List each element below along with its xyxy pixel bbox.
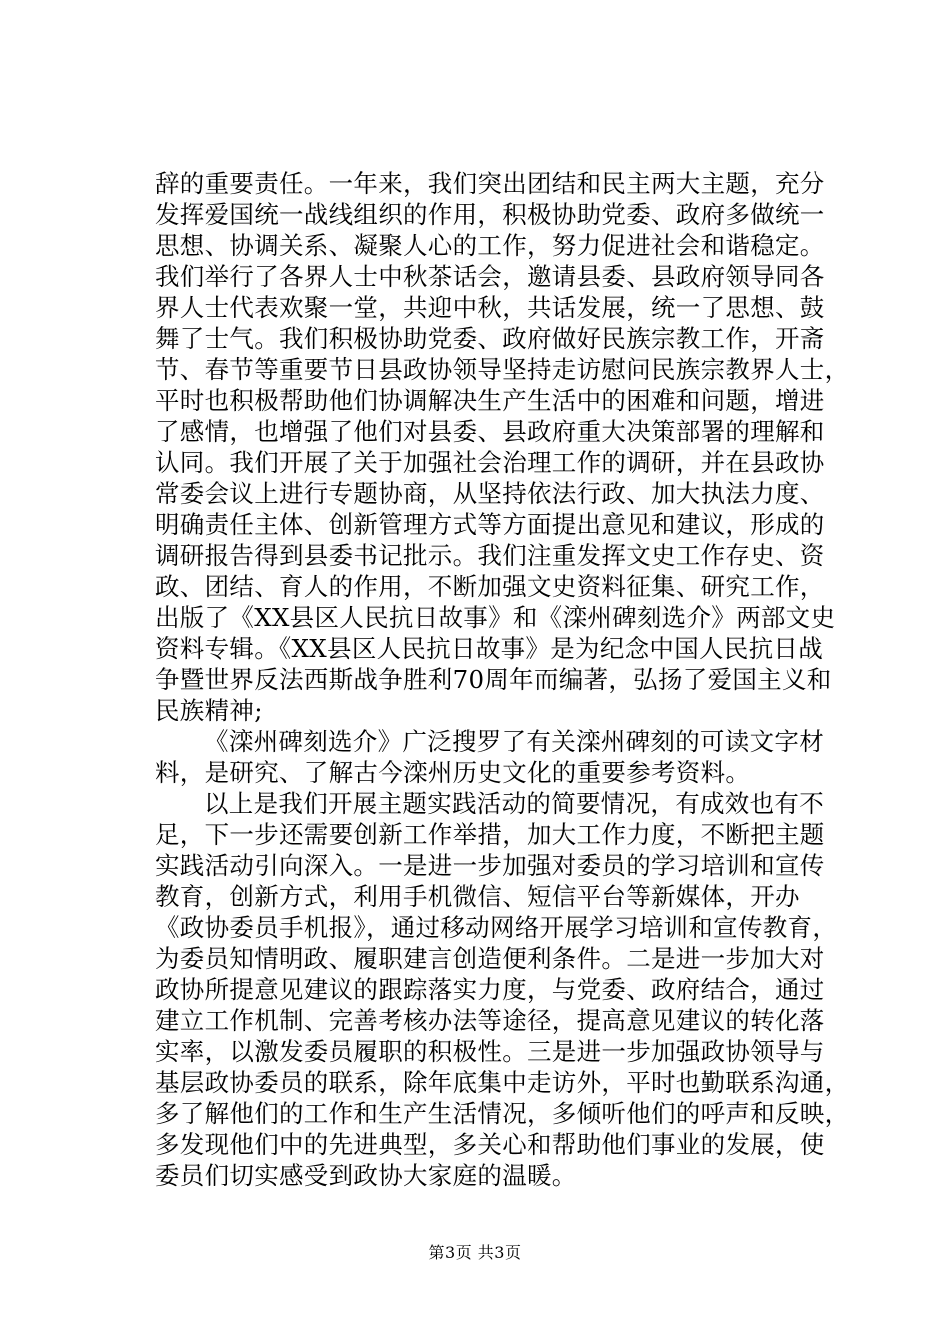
text-line: 发挥爱国统一战线组织的作用，积极协助党委、政府多做统一: [155, 200, 825, 229]
text-line: 界人士代表欢聚一堂，共迎中秋，共话发展，统一了思想、鼓: [155, 293, 825, 322]
text-line: 多了解他们的工作和生产生活情况，多倾听他们的呼声和反映，: [155, 1099, 850, 1128]
text-line: 平时也积极帮助他们协调解决生产生活中的困难和问题，增进: [155, 386, 825, 415]
text-line: 教育，创新方式，利用手机微信、短信平台等新媒体，开办: [155, 882, 800, 911]
text-line: 明确责任主体、创新管理方式等方面提出意见和建议，形成的: [155, 510, 825, 539]
paragraph-start-line: 以上是我们开展主题实践活动的简要情况，有成效也有不: [204, 789, 824, 818]
text-line: 实率，以激发委员履职的积极性。三是进一步加强政协领导与: [155, 1037, 825, 1066]
text-line: 辞的重要责任。一年来，我们突出团结和民主两大主题，充分: [155, 169, 825, 198]
paragraph-start-line: 《滦州碑刻选介》广泛搜罗了有关滦州碑刻的可读文字材: [204, 727, 824, 756]
text-line: 政协所提意见建议的跟踪落实力度，与党委、政府结合，通过: [155, 975, 825, 1004]
text-line: 舞了士气。我们积极协助党委、政府做好民族宗教工作，开斋: [155, 324, 825, 353]
text-line: 我们举行了各界人士中秋茶话会，邀请县委、县政府领导同各: [155, 262, 825, 291]
text-line: 足，下一步还需要创新工作举措，加大工作力度，不断把主题: [155, 820, 825, 849]
text-line: 基层政协委员的联系，除年底集中走访外，平时也勤联系沟通，: [155, 1068, 850, 1097]
text-line: 料，是研究、了解古今滦州历史文化的重要参考资料。: [155, 758, 751, 787]
text-line: 资料专辑。《XX县区人民抗日故事》是为纪念中国人民抗日战: [155, 634, 824, 663]
text-line: 常委会议上进行专题协商，从坚持依法行政、加大执法力度、: [155, 479, 825, 508]
text-line: 争暨世界反法西斯战争胜利70周年而编著，弘扬了爱国主义和: [155, 665, 832, 694]
text-line: 《政协委员手机报》，通过移动网络开展学习培训和宣传教育，: [155, 913, 838, 942]
body-text: [155, 168, 850, 1191]
text-line: 出版了《XX县区人民抗日故事》和《滦州碑刻选介》两部文史: [155, 603, 836, 632]
text-line: 调研报告得到县委书记批示。我们注重发挥文史工作存史、资: [155, 541, 825, 570]
text-line: 认同。我们开展了关于加强社会治理工作的调研，并在县政协: [155, 448, 825, 477]
text-line: 多发现他们中的先进典型，多关心和帮助他们事业的发展，使: [155, 1130, 825, 1159]
page-footer: 第3页 共3页: [428, 1243, 522, 1262]
text-line: 委员们切实感受到政协大家庭的温暖。: [155, 1161, 577, 1190]
text-line: 节、春节等重要节日县政协领导坚持走访慰问民族宗教界人士，: [155, 355, 850, 384]
text-line: 政、团结、育人的作用，不断加强文史资料征集、研究工作，: [155, 572, 825, 601]
text-line: 为委员知情明政、履职建言创造便利条件。二是进一步加大对: [155, 944, 825, 973]
text-line: 民族精神;: [155, 696, 263, 725]
text-line: 了感情，也增强了他们对县委、县政府重大决策部署的理解和: [155, 417, 825, 446]
text-line: 实践活动引向深入。一是进一步加强对委员的学习培训和宣传: [155, 851, 825, 880]
text-line: 思想、协调关系、凝聚人心的工作，努力促进社会和谐稳定。: [155, 231, 825, 260]
text-line: 建立工作机制、完善考核办法等途径，提高意见建议的转化落: [155, 1006, 825, 1035]
